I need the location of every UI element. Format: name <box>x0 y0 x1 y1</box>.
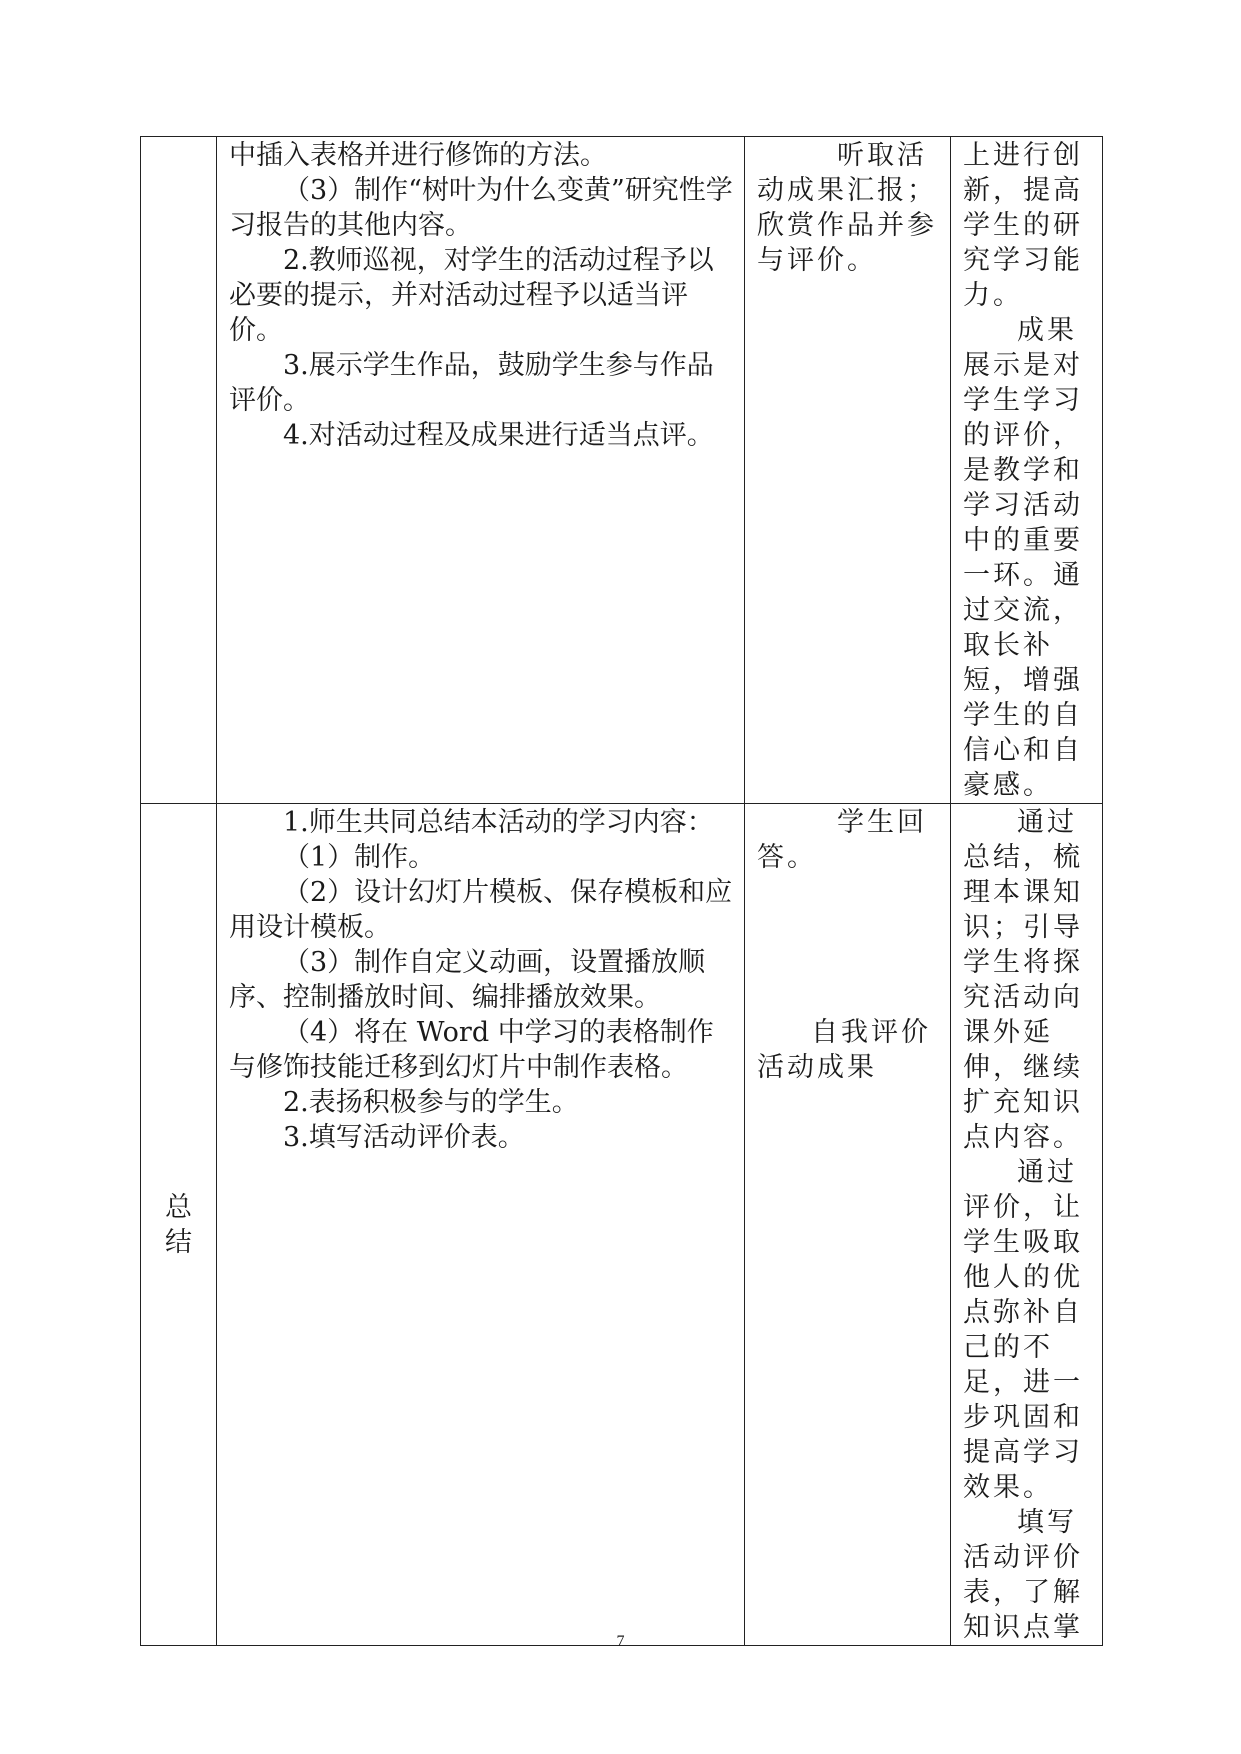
teacher-line: （3）制作自定义动画，设置播放顺序、控制播放时间、编排播放效果。 <box>229 947 706 1013</box>
page-number: 7 <box>616 1633 625 1650</box>
design-intent-cell <box>951 137 1103 804</box>
intent-line: 成果展示是对学生学习的评价，是教学和学习活动中的重要一环。通过交流，取长补短，增强学生的自信心和自豪感。 <box>963 315 1083 801</box>
teacher-line: 中插入表格并进行修饰的方法。 <box>229 140 607 171</box>
student-line: 自我评价活动成果 <box>757 1017 931 1083</box>
student-activity-cell <box>745 137 951 804</box>
student-line: 学生回答。 <box>757 807 927 873</box>
stage-label: 总结 <box>165 1191 192 1258</box>
teacher-line: 2.表扬积极参与的学生。 <box>283 1087 579 1118</box>
intent-line: 通过总结，梳理本课知识；引导学生将探究活动向课外延伸，继续扩充知识点内容。 <box>963 807 1083 1153</box>
teacher-activity-cell <box>217 137 745 804</box>
teacher-line: 3.展示学生作品，鼓励学生参与作品评价。 <box>229 350 714 416</box>
table-row <box>141 804 1103 1646</box>
teacher-line: （2）设计幻灯片模板、保存模板和应用设计模板。 <box>229 877 733 943</box>
spacer <box>757 875 944 1015</box>
teacher-line: （4）将在 Word 中学习的表格制作与修饰技能迁移到幻灯片中制作表格。 <box>229 1017 714 1083</box>
intent-line: 通过评价，让学生吸取他人的优点弥补自己的不足，进一步巩固和提高学习效果。 <box>963 1157 1083 1503</box>
intent-line: 上进行创新，提高学生的研究学习能力。 <box>963 140 1083 311</box>
intent-line: 填写活动评价表，了解知识点掌 <box>963 1507 1083 1643</box>
lesson-plan-table <box>140 136 1103 1646</box>
stage-label-cell <box>141 804 217 1646</box>
teacher-line: 1.师生共同总结本活动的学习内容： <box>283 807 714 838</box>
design-intent-cell <box>951 804 1103 1646</box>
table-row <box>141 137 1103 804</box>
teacher-activity-cell <box>217 804 745 1646</box>
teacher-line: （1）制作。 <box>283 842 436 873</box>
teacher-line: 2.教师巡视，对学生的活动过程予以必要的提示，并对活动过程予以适当评价。 <box>229 245 714 346</box>
teacher-line: 3.填写活动评价表。 <box>283 1122 525 1153</box>
stage-label-cell <box>141 137 217 804</box>
student-line: 听取活动成果汇报；欣赏作品并参与评价。 <box>757 140 937 276</box>
teacher-line: 4.对活动过程及成果进行适当点评。 <box>283 420 714 451</box>
teacher-line: （3）制作“树叶为什么变黄”研究性学习报告的其他内容。 <box>229 175 733 241</box>
student-activity-cell <box>745 804 951 1646</box>
